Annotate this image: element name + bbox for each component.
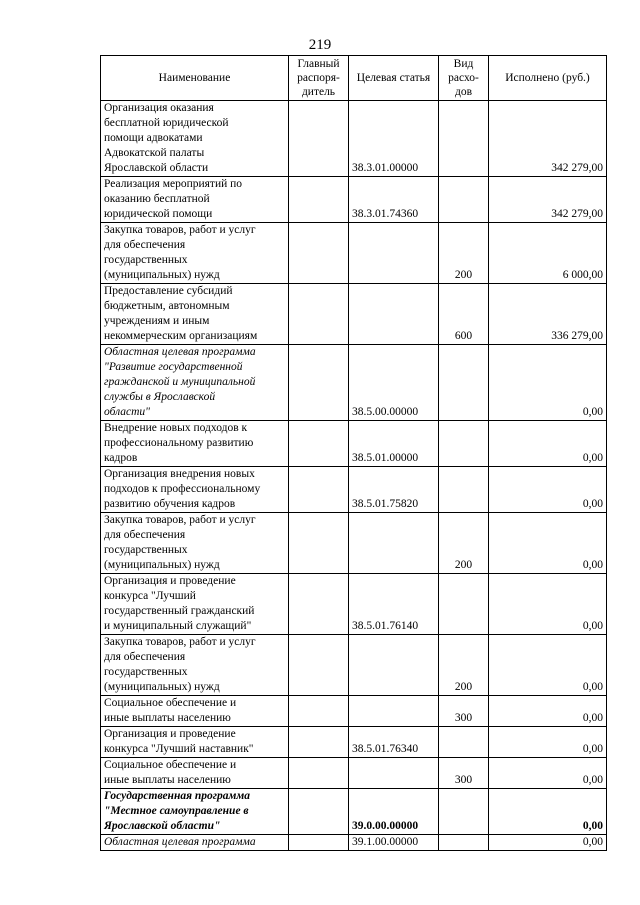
row-kind xyxy=(439,574,489,635)
row-target: 38.3.01.74360 xyxy=(349,177,439,223)
row-name-text: Областная целевая программа xyxy=(104,836,256,848)
row-name xyxy=(101,101,289,177)
table-row xyxy=(101,345,607,421)
page-number: 219 xyxy=(308,37,332,53)
table-row xyxy=(101,696,607,727)
table-row xyxy=(101,574,607,635)
table-row xyxy=(101,284,607,345)
row-name xyxy=(101,789,289,835)
row-name-text: Реализация мероприятий по оказанию бесплатной юридической помощи xyxy=(104,178,243,220)
row-admin xyxy=(289,284,349,345)
row-kind: 200 xyxy=(439,635,489,696)
row-admin xyxy=(289,345,349,421)
row-kind: 300 xyxy=(439,758,489,789)
row-kind xyxy=(439,789,489,835)
row-executed: 0,00 xyxy=(489,835,607,851)
row-name xyxy=(101,758,289,789)
row-admin xyxy=(289,835,349,851)
row-name-text: Социальное обеспечение и иные выплаты населению xyxy=(104,759,237,786)
budget-table xyxy=(100,55,607,851)
row-target xyxy=(349,635,439,696)
header-admin: Главный распоря-дитель xyxy=(289,56,349,101)
table-header-row xyxy=(101,56,607,101)
row-target: 38.5.01.00000 xyxy=(349,421,439,467)
row-kind xyxy=(439,727,489,758)
table-row xyxy=(101,727,607,758)
row-name xyxy=(101,467,289,513)
row-executed: 0,00 xyxy=(489,696,607,727)
header-target: Целевая статья xyxy=(349,56,439,101)
row-kind xyxy=(439,421,489,467)
row-name xyxy=(101,223,289,284)
row-admin xyxy=(289,177,349,223)
row-name xyxy=(101,284,289,345)
row-target xyxy=(349,284,439,345)
row-target xyxy=(349,696,439,727)
row-target: 39.0.00.00000 xyxy=(349,789,439,835)
row-executed: 0,00 xyxy=(489,574,607,635)
row-admin xyxy=(289,101,349,177)
row-executed: 0,00 xyxy=(489,421,607,467)
row-admin xyxy=(289,467,349,513)
row-executed: 0,00 xyxy=(489,513,607,574)
header-executed: Исполнено (руб.) xyxy=(489,56,607,101)
table-row xyxy=(101,513,607,574)
row-target: 38.3.01.00000 xyxy=(349,101,439,177)
row-executed: 6 000,00 xyxy=(489,223,607,284)
row-kind: 600 xyxy=(439,284,489,345)
row-admin xyxy=(289,574,349,635)
row-admin xyxy=(289,696,349,727)
row-name-text: Организация оказания бесплатной юридической помощи адвокатами Адвокатской палаты Ярославской области xyxy=(104,102,229,174)
row-target xyxy=(349,758,439,789)
row-name xyxy=(101,513,289,574)
row-kind xyxy=(439,345,489,421)
row-executed: 336 279,00 xyxy=(489,284,607,345)
row-name xyxy=(101,635,289,696)
row-name-text: Областная целевая программа "Развитие государственной гражданской и муниципальной службы в Ярославской области" xyxy=(104,346,256,418)
row-name xyxy=(101,835,289,851)
row-executed: 0,00 xyxy=(489,467,607,513)
row-name xyxy=(101,574,289,635)
row-admin xyxy=(289,513,349,574)
row-kind: 300 xyxy=(439,696,489,727)
row-kind xyxy=(439,835,489,851)
row-name-text: Закупка товаров, работ и услуг для обеспечения государственных (муниципальных) нужд xyxy=(104,514,256,571)
row-name xyxy=(101,177,289,223)
row-kind: 200 xyxy=(439,223,489,284)
row-admin xyxy=(289,789,349,835)
table-row xyxy=(101,177,607,223)
row-name-text: Организация и проведение конкурса "Лучший государственный гражданский и муниципальный служащий" xyxy=(104,575,255,632)
row-executed: 0,00 xyxy=(489,758,607,789)
row-name-text: Внедрение новых подходов к профессиональному развитию кадров xyxy=(104,422,254,464)
row-kind xyxy=(439,177,489,223)
table-row xyxy=(101,223,607,284)
row-name-text: Закупка товаров, работ и услуг для обеспечения государственных (муниципальных) нужд xyxy=(104,224,256,281)
table-row xyxy=(101,635,607,696)
header-name: Наименование xyxy=(101,56,289,101)
row-executed: 0,00 xyxy=(489,727,607,758)
row-name xyxy=(101,727,289,758)
table-row xyxy=(101,758,607,789)
row-admin xyxy=(289,635,349,696)
row-kind xyxy=(439,101,489,177)
row-name-text: Предоставление субсидий бюджетным, автономным учреждениям и иным некоммерческим организациям xyxy=(104,285,258,342)
row-name-text: Организация внедрения новых подходов к профессиональному развитию обучения кадров xyxy=(104,468,261,510)
row-name-text: Социальное обеспечение и иные выплаты населению xyxy=(104,697,237,724)
row-name-text: Закупка товаров, работ и услуг для обеспечения государственных (муниципальных) нужд xyxy=(104,636,256,693)
row-executed: 342 279,00 xyxy=(489,101,607,177)
row-executed: 0,00 xyxy=(489,635,607,696)
row-target xyxy=(349,223,439,284)
table-row xyxy=(101,467,607,513)
row-admin xyxy=(289,421,349,467)
row-admin xyxy=(289,758,349,789)
table-row xyxy=(101,421,607,467)
row-kind xyxy=(439,467,489,513)
row-executed: 342 279,00 xyxy=(489,177,607,223)
row-target xyxy=(349,513,439,574)
row-name xyxy=(101,421,289,467)
row-target: 38.5.00.00000 xyxy=(349,345,439,421)
row-admin xyxy=(289,727,349,758)
table-row xyxy=(101,789,607,835)
row-target: 39.1.00.00000 xyxy=(349,835,439,851)
row-executed: 0,00 xyxy=(489,345,607,421)
table-body xyxy=(101,101,607,851)
row-kind: 200 xyxy=(439,513,489,574)
header-kind: Вид расхо-дов xyxy=(439,56,489,101)
row-target: 38.5.01.76340 xyxy=(349,727,439,758)
table-row xyxy=(101,835,607,851)
row-admin xyxy=(289,223,349,284)
row-name xyxy=(101,696,289,727)
row-name-text: Организация и проведение конкурса "Лучший наставник" xyxy=(104,728,254,755)
row-target: 38.5.01.75820 xyxy=(349,467,439,513)
row-name xyxy=(101,345,289,421)
table-row xyxy=(101,101,607,177)
row-executed: 0,00 xyxy=(489,789,607,835)
row-name-text: Государственная программа "Местное самоуправление в Ярославской области" xyxy=(104,790,251,832)
row-target: 38.5.01.76140 xyxy=(349,574,439,635)
